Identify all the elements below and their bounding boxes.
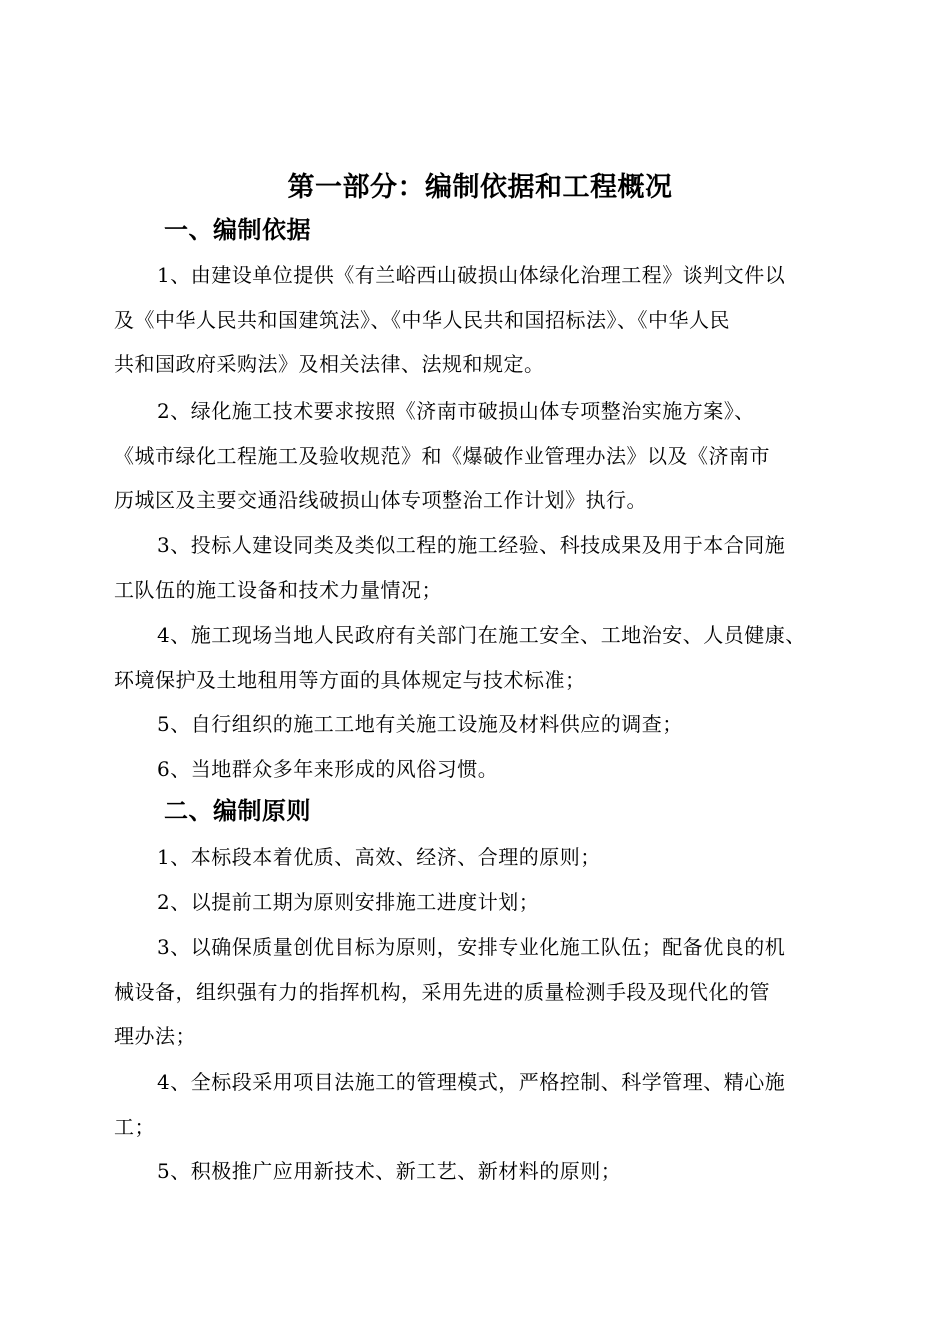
- paragraph-line: 6、当地群众多年来形成的风俗习惯。: [157, 757, 499, 781]
- paragraph-line: 环境保护及土地租用等方面的具体规定与技术标准；: [114, 667, 586, 692]
- paragraph-line: 《城市绿化工程施工及验收规范》和《爆破作业管理办法》以及《济南市: [114, 443, 770, 468]
- paragraph-line: 工；: [114, 1114, 155, 1139]
- paragraph-line: 械设备，组织强有力的指挥机构，采用先进的质量检测手段及现代化的管: [114, 979, 770, 1004]
- section-heading-basis: 一、编制依据: [164, 216, 311, 244]
- paragraph-line: 及《中华人民共和国建筑法》、《中华人民共和国招标法》、《中华人民: [114, 307, 730, 332]
- paragraph-line: 工队伍的施工设备和技术力量情况；: [114, 577, 442, 602]
- paragraph-line: 历城区及主要交通沿线破损山体专项整治工作计划》执行。: [114, 488, 647, 512]
- paragraph-line: 4、全标段采用项目法施工的管理模式，严格控制、科学管理、精心施: [157, 1070, 786, 1094]
- paragraph-basis-6: [114, 747, 860, 792]
- paragraph-line: 5、自行组织的施工工地有关施工设施及材料供应的调查；: [157, 712, 683, 736]
- paragraph-basis-5: [114, 702, 860, 747]
- paragraph-line: 共和国政府采购法》及相关法律、法规和规定。: [114, 352, 545, 376]
- paragraph-line: 1、本标段本着优质、高效、经济、合理的原则；: [157, 845, 601, 869]
- paragraph-line: 3、以确保质量创优目标为原则，安排专业化施工队伍；配备优良的机: [157, 935, 786, 959]
- paragraph-line: 4、施工现场当地人民政府有关部门在施工安全、工地治安、人员健康、: [157, 623, 806, 647]
- paragraph-basis-3: [114, 523, 860, 612]
- paragraph-line: 3、投标人建设同类及类似工程的施工经验、科技成果及用于本合同施: [157, 533, 786, 557]
- paragraph-basis-1: [114, 253, 860, 387]
- paragraph-line: 1、由建设单位提供《有兰峪西山破损山体绿化治理工程》谈判文件以: [157, 263, 786, 287]
- paragraph-basis-4: [114, 613, 860, 702]
- paragraph-basis-2: [114, 389, 860, 523]
- page-title: 第一部分：编制依据和工程概况: [287, 172, 673, 203]
- paragraph-line: 理办法；: [114, 1024, 196, 1048]
- paragraph-line: 2、绿化施工技术要求按照《济南市破损山体专项整治实施方案》、: [157, 399, 755, 423]
- paragraph-principle-5: [114, 1149, 860, 1194]
- paragraph-principle-2: [114, 880, 860, 925]
- section-heading-principles: 二、编制原则: [164, 797, 311, 825]
- paragraph-principle-4: [114, 1060, 860, 1149]
- paragraph-principle-3: [114, 925, 860, 1059]
- paragraph-line: 2、以提前工期为原则安排施工进度计划；: [157, 890, 540, 914]
- paragraph-principle-1: [114, 835, 860, 880]
- paragraph-line: 5、积极推广应用新技术、新工艺、新材料的原则；: [157, 1159, 622, 1183]
